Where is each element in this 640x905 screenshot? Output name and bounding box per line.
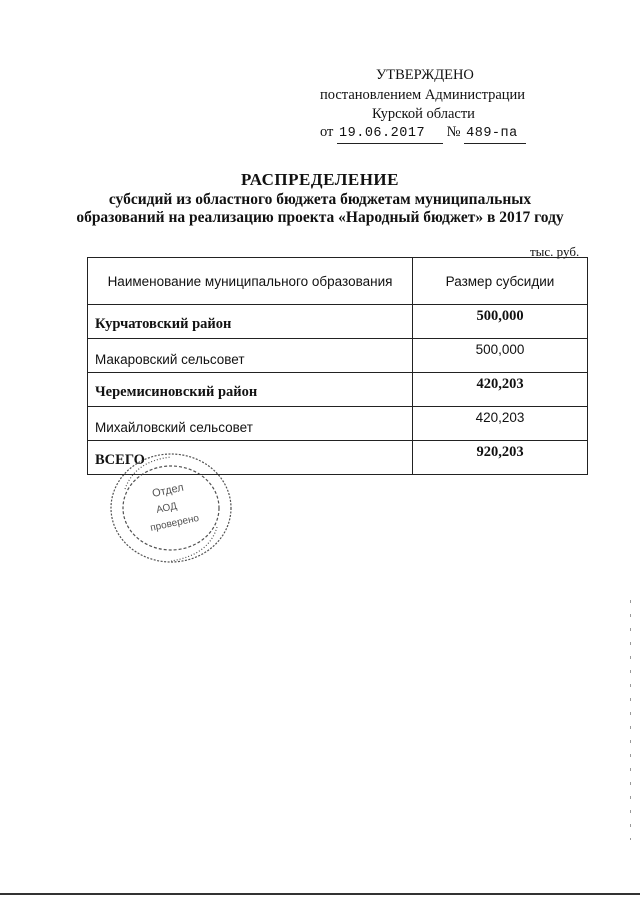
- scan-artifact: [630, 600, 631, 840]
- row-name: ВСЕГО: [88, 441, 413, 475]
- approval-date-line: [320, 123, 526, 144]
- table-row: [88, 407, 588, 441]
- row-name: Черемисиновский район: [88, 373, 413, 407]
- official-stamp: [105, 449, 237, 572]
- row-name: Курчатовский район: [88, 305, 413, 339]
- table-header-row: [88, 258, 588, 305]
- approval-region: Курской области: [372, 106, 475, 122]
- unit-note: тыс. руб.: [530, 244, 580, 259]
- header-subsidy-amount: Размер субсидии: [413, 258, 588, 305]
- approval-issuer: постановлением Администрации: [320, 87, 526, 103]
- row-name: Макаровский сельсовет: [88, 339, 413, 373]
- subsidy-table: [87, 257, 588, 475]
- approval-heading: УТВЕРЖДЕНО: [376, 67, 474, 83]
- table-row: [88, 373, 588, 407]
- approval-date: 19.06.2017: [337, 125, 443, 144]
- header-municipality: Наименование муниципального образования: [88, 258, 413, 305]
- stamp-text-2: АОД: [155, 500, 178, 516]
- table-row: [88, 305, 588, 339]
- row-value: 920,203: [413, 441, 588, 475]
- row-value: 420,203: [413, 407, 588, 441]
- stamp-text-1: Отдел: [151, 481, 185, 500]
- document-subtitle-line2: образований на реализацию проекта «Народный бюджет» в 2017 году: [76, 209, 564, 226]
- row-value: 420,203: [413, 373, 588, 407]
- document-title: РАСПРЕДЕЛЕНИЕ: [241, 170, 399, 189]
- row-value: 500,000: [413, 305, 588, 339]
- stamp-text-3: проверено: [149, 512, 201, 534]
- row-name: Михайловский сельсовет: [88, 407, 413, 441]
- table-row: [88, 339, 588, 373]
- scan-bottom-edge: [0, 893, 640, 895]
- row-value: 500,000: [413, 339, 588, 373]
- approval-number: 489-па: [464, 125, 526, 144]
- stamp-icon: [105, 449, 237, 567]
- from-label: от: [320, 124, 334, 140]
- document-subtitle-line1: субсидий из областного бюджета бюджетам муниципальных: [108, 191, 532, 208]
- number-label: №: [446, 124, 461, 140]
